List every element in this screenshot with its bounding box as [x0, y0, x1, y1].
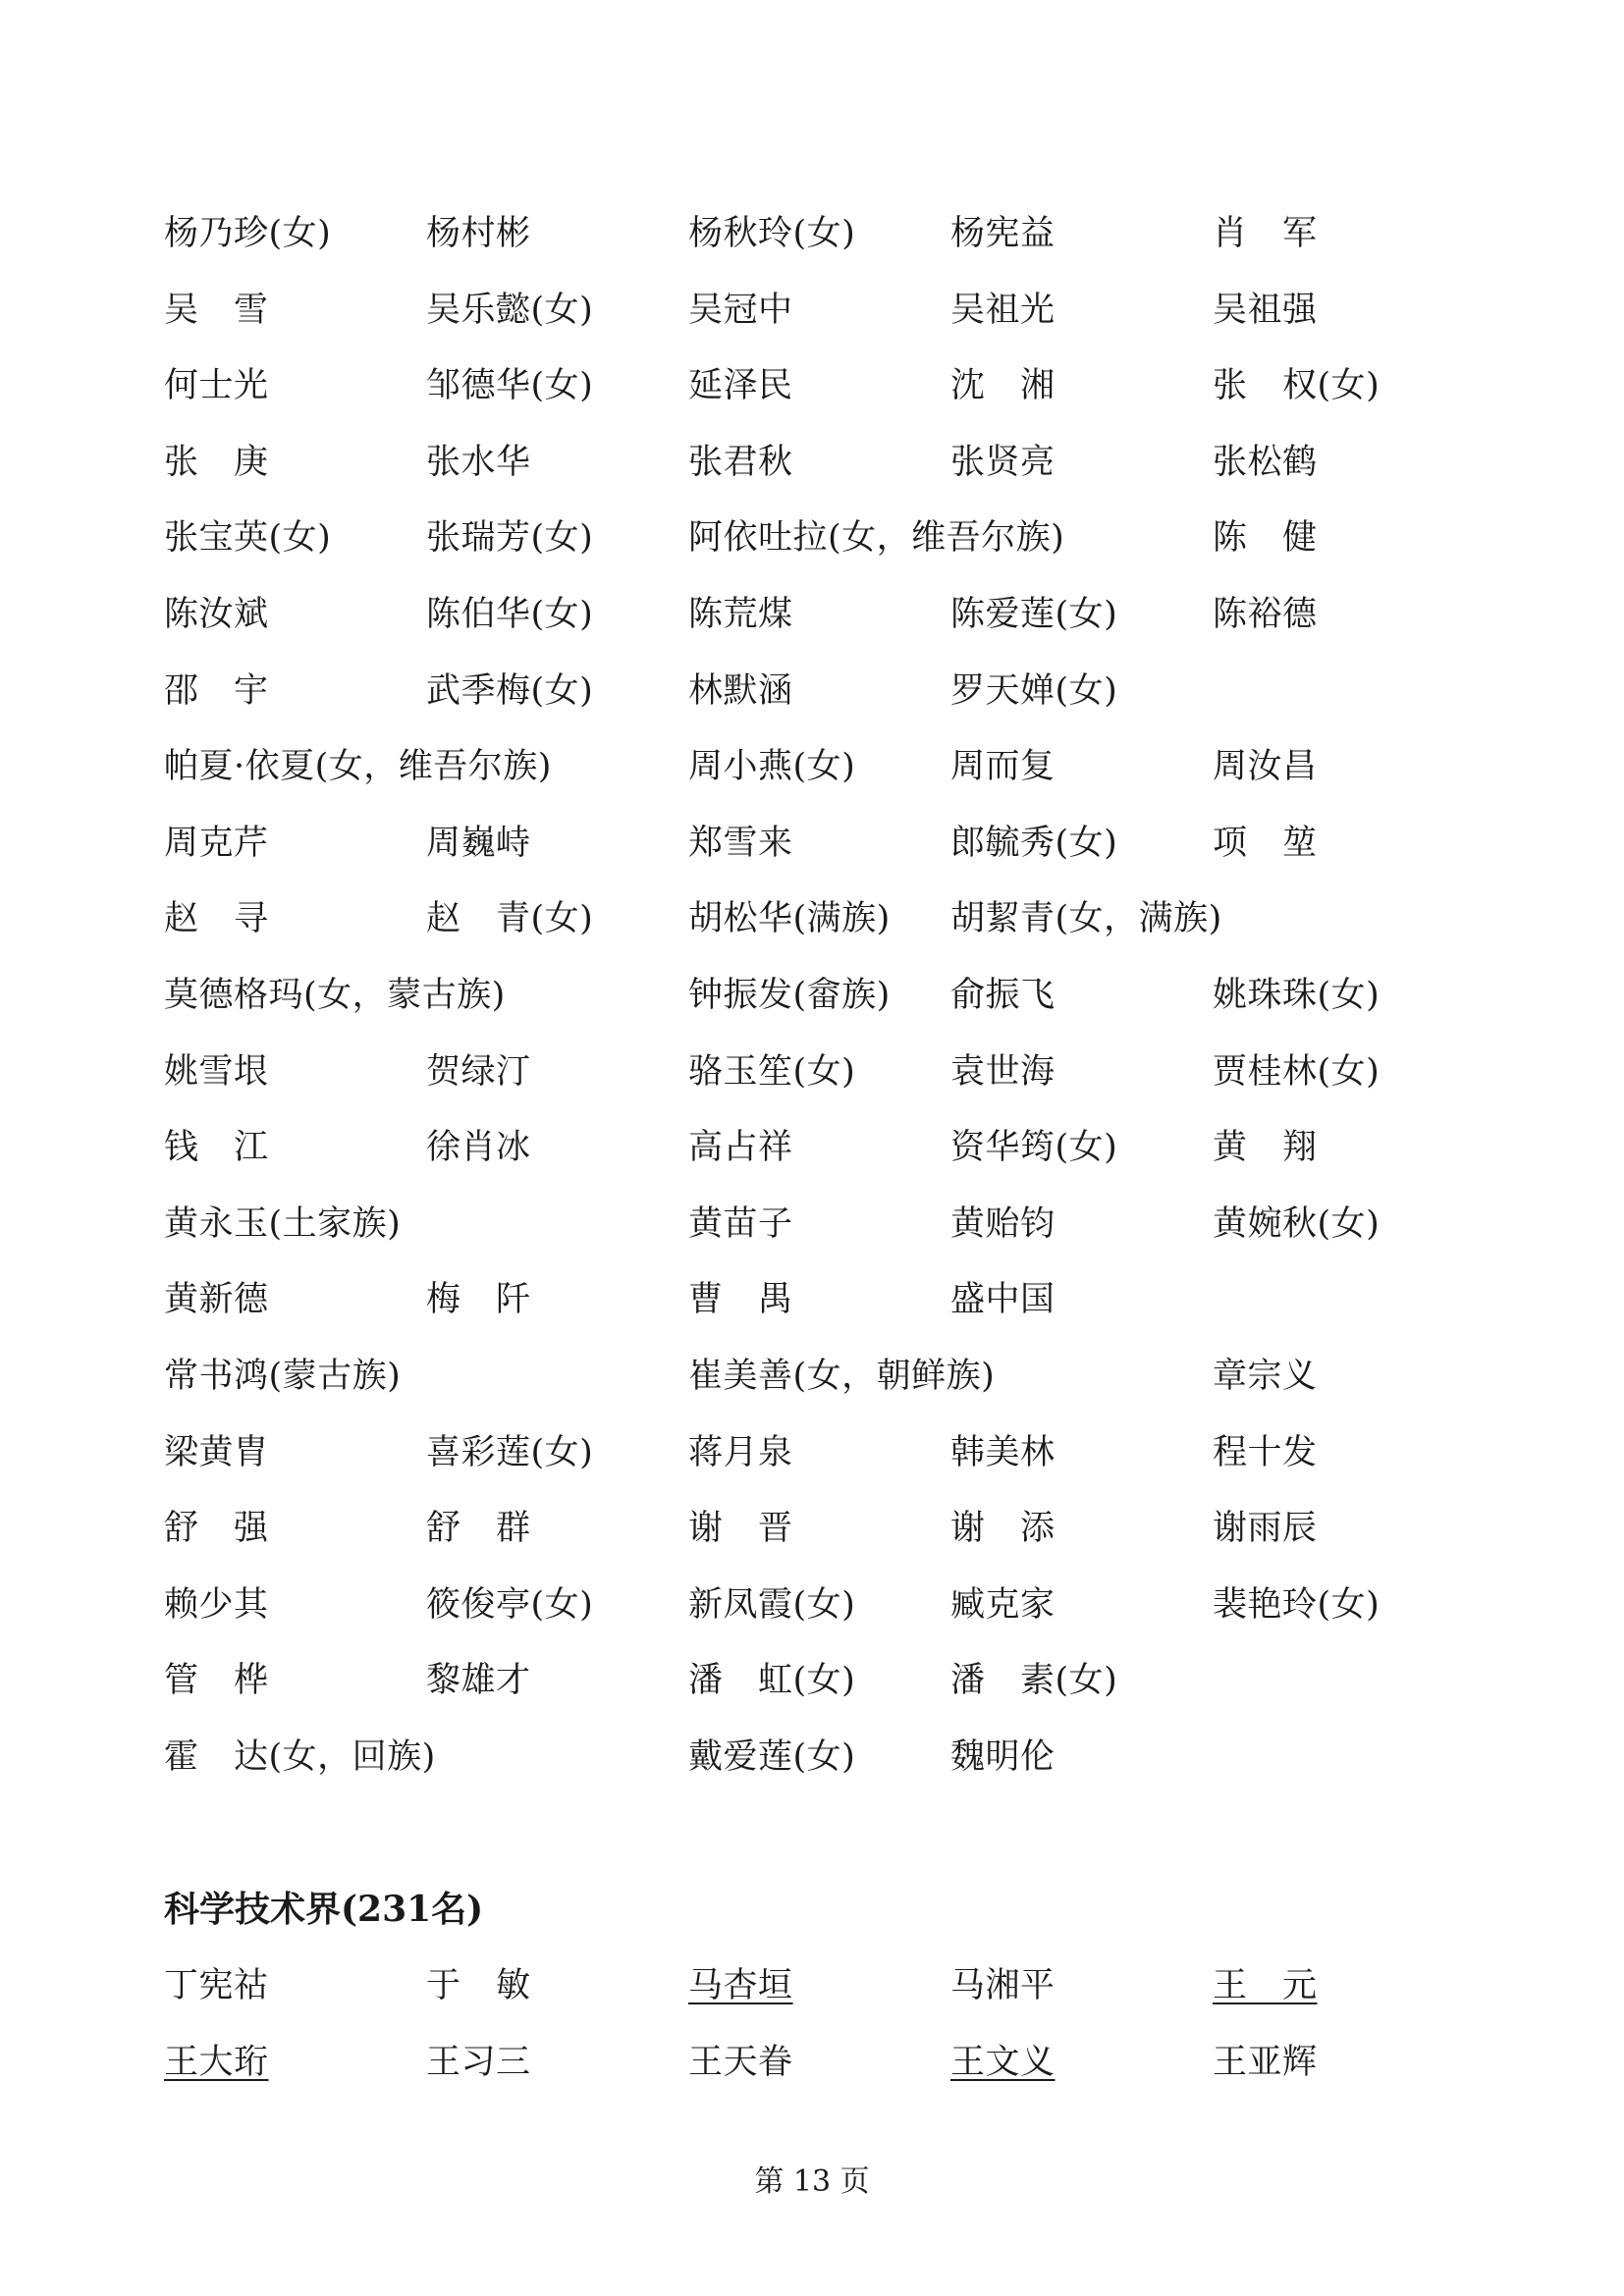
member-name: 赵 寻 — [164, 899, 269, 939]
member-name: 魏明伦 — [950, 1736, 1056, 1777]
member-name: 盛中国 — [950, 1280, 1056, 1320]
member-name: 姚雪垠 — [164, 1051, 269, 1092]
member-name: 何士光 — [164, 366, 269, 406]
member-name: 曹 禺 — [688, 1280, 793, 1320]
member-name: 赵 青(女) — [426, 899, 594, 939]
member-name: 王 元 — [1213, 1966, 1318, 2005]
member-name: 程十发 — [1213, 1432, 1318, 1472]
member-name: 韩美林 — [950, 1432, 1056, 1472]
member-name: 黄婉秋(女) — [1213, 1203, 1380, 1244]
member-name: 陈爱莲(女) — [950, 594, 1118, 634]
member-name: 武季梅(女) — [426, 670, 594, 711]
member-name: 阿依吐拉(女，维吾尔族) — [688, 518, 1065, 559]
name-row — [164, 2025, 1460, 2102]
name-row — [164, 501, 1460, 577]
section-title-science: 科学技术界(231名) — [164, 1889, 484, 1930]
member-name: 袁世海 — [950, 1051, 1056, 1092]
member-name: 贺绿汀 — [426, 1051, 531, 1092]
member-name: 罗天婵(女) — [950, 670, 1118, 711]
member-name: 蒋月泉 — [688, 1432, 793, 1472]
member-name: 肖 军 — [1213, 214, 1318, 253]
member-name: 舒 群 — [426, 1509, 531, 1549]
member-name: 贾桂林(女) — [1213, 1051, 1380, 1092]
member-name: 张宝英(女) — [164, 518, 332, 559]
member-name: 郎毓秀(女) — [950, 823, 1118, 863]
member-name: 陈裕德 — [1213, 594, 1318, 634]
member-name: 吴乐懿(女) — [426, 290, 594, 330]
name-row — [164, 1491, 1460, 1568]
member-name: 筱俊亭(女) — [426, 1584, 594, 1625]
member-name: 舒 强 — [164, 1509, 269, 1549]
member-name: 延泽民 — [688, 366, 793, 406]
member-name: 王文义 — [950, 2042, 1056, 2082]
member-name: 马湘平 — [950, 1966, 1056, 2005]
member-name: 杨乃珍(女) — [164, 214, 332, 253]
member-name: 戴爱莲(女) — [688, 1736, 856, 1777]
member-name: 黄新德 — [164, 1280, 269, 1320]
member-name: 杨秋玲(女) — [688, 214, 856, 253]
member-name: 黄永玉(土家族) — [164, 1203, 402, 1244]
member-name: 王大珩 — [164, 2042, 269, 2082]
member-name: 钟振发(畲族) — [688, 975, 891, 1015]
member-name: 张君秋 — [688, 442, 793, 482]
name-row — [164, 1262, 1460, 1339]
member-name: 马杏垣 — [688, 1966, 793, 2005]
member-name: 于 敏 — [426, 1966, 531, 2005]
member-name: 新凤霞(女) — [688, 1584, 856, 1625]
member-name: 谢 添 — [950, 1509, 1056, 1549]
name-row — [164, 729, 1460, 806]
name-row — [164, 958, 1460, 1035]
member-name: 沈 湘 — [950, 366, 1056, 406]
name-row — [164, 1187, 1460, 1263]
member-name: 张松鹤 — [1213, 442, 1318, 482]
member-name: 陈荒煤 — [688, 594, 793, 634]
member-name: 喜彩莲(女) — [426, 1432, 594, 1472]
member-name: 杨宪益 — [950, 214, 1056, 253]
member-name: 裴艳玲(女) — [1213, 1584, 1380, 1625]
member-name: 陈伯华(女) — [426, 594, 594, 634]
member-name: 周汝昌 — [1213, 747, 1318, 787]
member-name: 黄贻钧 — [950, 1203, 1056, 1244]
name-row — [164, 196, 1460, 273]
member-name: 林默涵 — [688, 670, 793, 711]
member-name: 胡松华(满族) — [688, 899, 891, 939]
member-name: 周小燕(女) — [688, 747, 856, 787]
member-name: 黎雄才 — [426, 1661, 531, 1701]
member-name: 吴 雪 — [164, 290, 269, 330]
page-number: 第 13 页 — [754, 2164, 870, 2199]
member-name: 陈 健 — [1213, 518, 1318, 559]
member-name: 张 权(女) — [1213, 366, 1380, 406]
member-name: 霍 达(女，回族) — [164, 1736, 436, 1777]
name-row — [164, 1339, 1460, 1415]
member-name: 管 桦 — [164, 1661, 269, 1701]
name-row — [164, 425, 1460, 502]
member-name: 丁宪祜 — [164, 1966, 269, 2005]
member-name: 崔美善(女，朝鲜族) — [688, 1356, 996, 1396]
name-row — [164, 1110, 1460, 1187]
member-name: 高占祥 — [688, 1128, 793, 1168]
member-name: 吴祖强 — [1213, 290, 1318, 330]
name-row — [164, 1568, 1460, 1644]
member-name: 骆玉笙(女) — [688, 1051, 856, 1092]
member-name: 潘 虹(女) — [688, 1661, 856, 1701]
member-name: 张水华 — [426, 442, 531, 482]
name-row — [164, 654, 1460, 730]
name-row — [164, 881, 1460, 958]
member-name: 臧克家 — [950, 1584, 1056, 1625]
member-name: 张贤亮 — [950, 442, 1056, 482]
member-name: 邹德华(女) — [426, 366, 594, 406]
member-name: 黄 翔 — [1213, 1128, 1318, 1168]
member-name: 周巍峙 — [426, 823, 531, 863]
science-member-name-list — [164, 1949, 1460, 2101]
member-name: 莫德格玛(女，蒙古族) — [164, 975, 506, 1015]
member-name: 潘 素(女) — [950, 1661, 1118, 1701]
member-name: 周而复 — [950, 747, 1056, 787]
member-name: 俞振飞 — [950, 975, 1056, 1015]
member-name: 杨村彬 — [426, 214, 531, 253]
member-name-list — [164, 196, 1460, 1795]
member-name: 帕夏·依夏(女，维吾尔族) — [164, 747, 552, 787]
name-row — [164, 1415, 1460, 1492]
name-row — [164, 1949, 1460, 2025]
member-name: 梁黄胄 — [164, 1432, 269, 1472]
name-row — [164, 806, 1460, 882]
member-name: 王天眷 — [688, 2042, 793, 2082]
member-name: 梅 阡 — [426, 1280, 531, 1320]
member-name: 黄苗子 — [688, 1203, 793, 1244]
member-name: 常书鸿(蒙古族) — [164, 1356, 402, 1396]
member-name: 赖少其 — [164, 1584, 269, 1625]
name-row — [164, 1643, 1460, 1720]
member-name: 资华筠(女) — [950, 1128, 1118, 1168]
member-name: 周克芹 — [164, 823, 269, 863]
member-name: 姚珠珠(女) — [1213, 975, 1380, 1015]
name-row — [164, 1035, 1460, 1111]
member-name: 吴祖光 — [950, 290, 1056, 330]
member-name: 项 堃 — [1213, 823, 1318, 863]
name-row — [164, 1720, 1460, 1796]
name-row — [164, 348, 1460, 425]
member-name: 章宗义 — [1213, 1356, 1318, 1396]
member-name: 陈汝斌 — [164, 594, 269, 634]
member-name: 谢 晋 — [688, 1509, 793, 1549]
member-name: 郑雪来 — [688, 823, 793, 863]
member-name: 吴冠中 — [688, 290, 793, 330]
name-row — [164, 577, 1460, 654]
member-name: 谢雨辰 — [1213, 1509, 1318, 1549]
member-name: 张瑞芳(女) — [426, 518, 594, 559]
member-name: 邵 宇 — [164, 670, 269, 711]
member-name: 王习三 — [426, 2042, 531, 2082]
member-name: 张 庚 — [164, 442, 269, 482]
member-name: 徐肖冰 — [426, 1128, 531, 1168]
member-name: 钱 江 — [164, 1128, 269, 1168]
member-name: 王亚辉 — [1213, 2042, 1318, 2082]
name-row — [164, 273, 1460, 349]
member-name: 胡絜青(女，满族) — [950, 899, 1222, 939]
